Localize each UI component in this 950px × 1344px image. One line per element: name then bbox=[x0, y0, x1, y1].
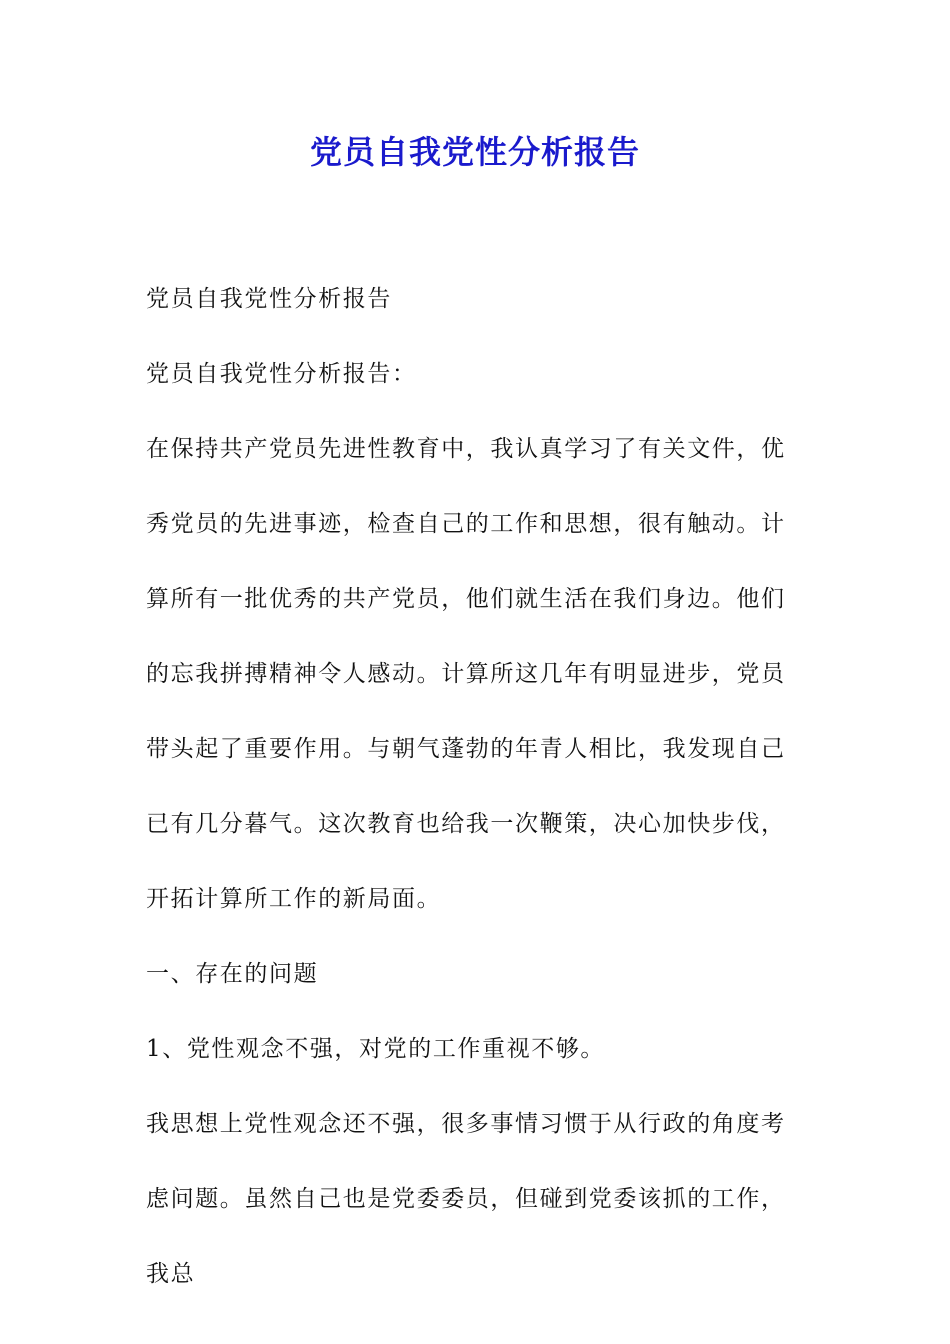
paragraph-salutation: 党员自我党性分析报告： bbox=[146, 361, 417, 387]
subsection-heading-1: 1、党性观念不强，对党的工作重视不够。 bbox=[146, 1036, 606, 1062]
document-title: 党员自我党性分析报告 bbox=[309, 133, 640, 171]
document-body bbox=[146, 262, 806, 1312]
paragraph-intro: 在保持共产党员先进性教育中，我认真学习了有关文件，优秀党员的先进事迹，检查自己的工作和思想，很有触动。计算所有一批优秀的共产党员，他们就生活在我们身边。他们的忘我拼搏精神令人感动。计算所这几年有明显进步，党员带头起了重要作用。与朝气蓬勃的年青人相比，我发现自己已有几分暮气。这次教育也给我一次鞭策，决心加快步伐，开拓计算所工作的新局面。 bbox=[146, 436, 786, 912]
paragraph-problem-1: 我思想上党性观念还不强，很多事情习惯于从行政的角度考虑问题。虽然自己也是党委委员，但碰到党委该抓的工作，我总 bbox=[146, 1111, 786, 1287]
section-heading-problems: 一、存在的问题 bbox=[146, 961, 319, 987]
paragraph-heading: 党员自我党性分析报告 bbox=[146, 286, 392, 312]
